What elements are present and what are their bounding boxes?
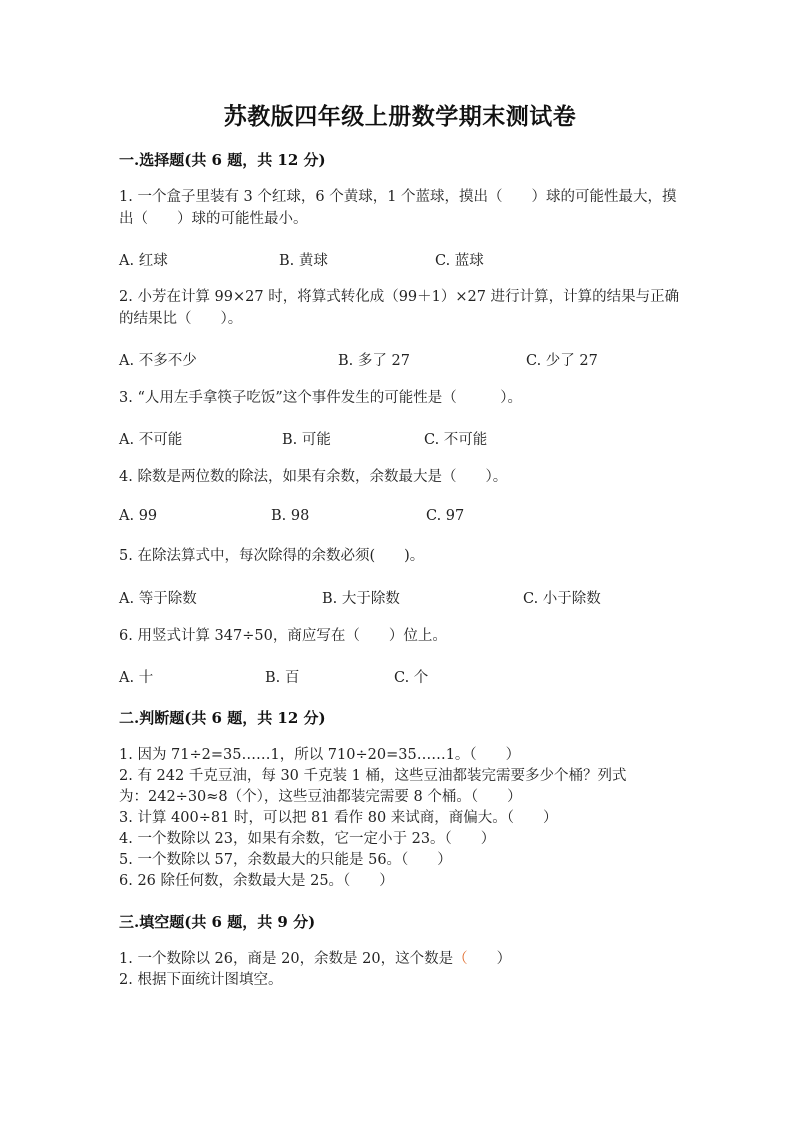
option-c: C. 少了 27 <box>526 353 598 369</box>
option-a: A. 等于除数 <box>119 591 197 607</box>
judgment-line-6: 6. 26 除任何数，余数最大是 25。（ ） <box>119 873 394 889</box>
question-6-options <box>119 666 689 688</box>
option-b: B. 98 <box>271 508 310 524</box>
question-2: 2. 小芳在计算 99×27 时，将算式转化成（99＋1）×27 进行计算，计算的结果与正确的结果比（ ）。 <box>119 289 680 327</box>
option-b: B. 大于除数 <box>322 591 400 607</box>
judgment-line-4: 4. 一个数除以 23，如果有余数，它一定小于 23。（ ） <box>119 831 496 847</box>
judgment-line-3: 3. 计算 400÷81 时，可以把 81 看作 80 来试商，商偏大。（ ） <box>119 810 558 826</box>
fill-blank-question-1 <box>119 949 699 970</box>
judgment-line-1: 1. 因为 71÷2=35……1，所以 710÷20=35……1。（ ） <box>119 747 521 763</box>
option-a: A. 不可能 <box>119 432 183 448</box>
option-c: C. 不可能 <box>424 432 488 448</box>
exam-title: 苏教版四年级上册数学期末测试卷 <box>223 103 577 130</box>
question-3-options <box>119 428 689 450</box>
option-a: A. 99 <box>119 508 158 524</box>
question-4: 4. 除数是两位数的除法，如果有余数，余数最大是（ ）。 <box>119 469 508 485</box>
question-5: 5. 在除法算式中，每次除得的余数必须( )。 <box>119 548 425 564</box>
option-c: C. 个 <box>394 670 429 686</box>
option-c: C. 蓝球 <box>435 253 484 269</box>
question-3: 3. “人用左手拿筷子吃饭”这个事件发生的可能性是（ ）。 <box>119 390 523 406</box>
question-6: 6. 用竖式计算 347÷50，商应写在（ ）位上。 <box>119 628 447 644</box>
judgment-line-2: 2. 有 242 千克豆油，每 30 千克装 1 桶，这些豆油都装完需要多少个桶？列式 <box>119 768 627 784</box>
option-c: C. 97 <box>426 508 465 524</box>
option-a: A. 红球 <box>119 253 168 269</box>
option-b: B. 多了 27 <box>338 353 410 369</box>
question-5-options <box>119 587 689 609</box>
option-b: B. 百 <box>265 670 300 686</box>
option-b: B. 可能 <box>282 432 331 448</box>
section-heading-fill-blank: 三.填空题(共 6 题，共 9 分) <box>119 913 316 931</box>
option-b: B. 黄球 <box>279 253 328 269</box>
question-2-options <box>119 349 689 371</box>
judgment-line-5: 5. 一个数除以 57，余数最大的只能是 56。（ ） <box>119 852 452 868</box>
answer-blank-open: （ <box>453 951 468 967</box>
fill-blank-question-2: 2. 根据下面统计图填空。 <box>119 972 283 988</box>
option-a: A. 十 <box>119 670 154 686</box>
option-a: A. 不多不少 <box>119 353 197 369</box>
question-4-options <box>119 508 689 530</box>
question-1-options <box>119 249 689 271</box>
option-c: C. 小于除数 <box>523 591 601 607</box>
section-heading-choice: 一.选择题(共 6 题，共 12 分) <box>119 151 326 169</box>
question-1: 1. 一个盒子里装有 3 个红球，6 个黄球，1 个蓝球，摸出（ ）球的可能性最大，摸出（ ）球的可能性最小。 <box>119 189 677 227</box>
section-heading-judgment: 二.判断题(共 6 题，共 12 分) <box>119 709 326 727</box>
judgment-line-2-cont: 为：242÷30≈8（个），这些豆油都装完需要 8 个桶。（ ） <box>119 789 522 805</box>
fill-blank-question-1-text: 1. 一个数除以 26，商是 20，余数是 20，这个数是 <box>119 951 454 967</box>
answer-blank-close: ） <box>467 951 512 967</box>
